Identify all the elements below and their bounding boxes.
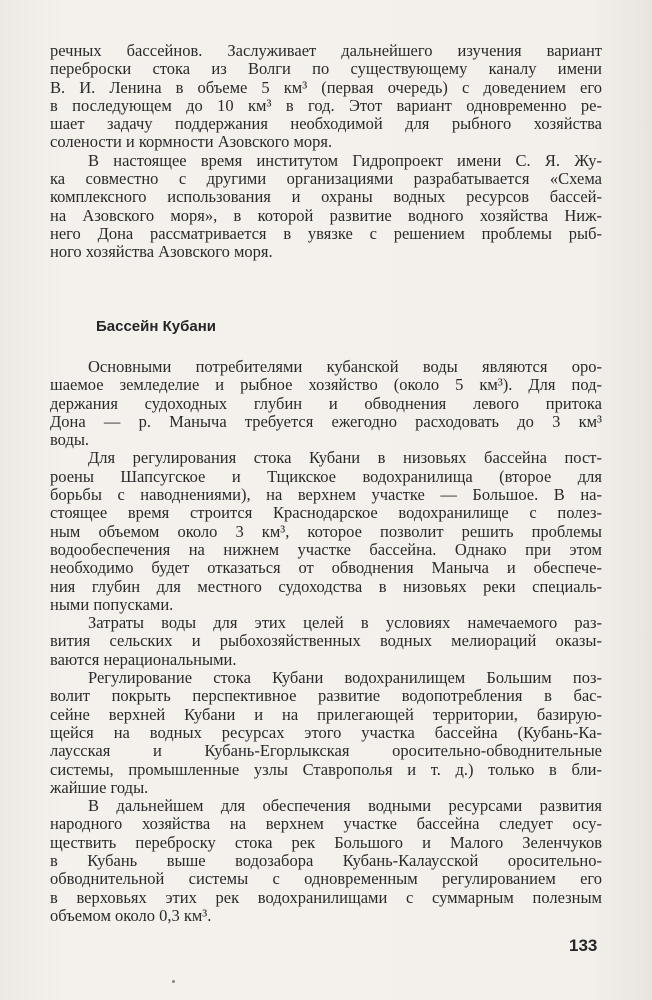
text-line: Для регулирования стока Кубани в низовьях бассейна пост- [88, 448, 602, 468]
text-line: лаусская и Кубань-Егорлыкская оросительно-обводнительные [50, 741, 602, 761]
paragraph-block-intro [50, 42, 602, 262]
page-number: 133 [569, 936, 598, 955]
section-heading: Бассейн Кубани [96, 318, 216, 335]
text-line: щейся на водных ресурсах этого участка бассейна (Кубань-Ка- [50, 722, 602, 742]
text-line: в последующем до 10 км³ в год. Этот вариант одновременно ре- [50, 95, 602, 115]
text-line: ваются нерациональными. [50, 649, 237, 669]
text-line: В. И. Ленина в объеме 5 км³ (первая очередь) с доведением его [50, 77, 602, 97]
text-line: Регулирование стока Кубани водохранилищем Большим поз- [88, 668, 602, 688]
text-line: жайшие годы. [50, 777, 149, 797]
text-line: обводнительной системы с одновременным регулированием его [50, 869, 602, 889]
text-line: держания судоходных глубин и обводнения левого притока [50, 393, 602, 413]
text-line: вития сельских и рыбохозяйственных водных мелиораций оказы- [50, 631, 602, 651]
text-line: водообеспечения на нижнем участке бассейна. Однако при этом [50, 539, 602, 559]
text-line: ными попусками. [50, 594, 174, 614]
text-line: В дальнейшем для обеспечения водными ресурсами развития [88, 796, 602, 816]
text-line: ным объемом около 3 км³, которое позволит решить проблемы [50, 521, 602, 541]
paragraph-block-kuban [50, 358, 602, 925]
text-line: борьбы с наводнениями), на верхнем участке — Большое. В на- [50, 485, 602, 505]
text-line: ния глубин для местного судоходства в низовьях реки специаль- [50, 576, 602, 596]
text-line: ного хозяйства Азовского моря. [50, 242, 273, 262]
text-line: на Азовского моря», в которой развитие водного хозяйства Ниж- [50, 205, 602, 225]
text-line: речных бассейнов. Заслуживает дальнейшего изучения вариант [50, 41, 602, 60]
text-line: роены Шапсугское и Тщикское водохранилища (второе для [50, 466, 602, 486]
text-line: в верховьях этих рек водохранилищами с суммарным полезным [50, 887, 602, 907]
text-line: системы, промышленные узлы Ставрополья и т. д.) только в бли- [50, 759, 602, 779]
text-line: Дона — р. Маныча требуется ежегодно расходовать до 3 км³ [50, 411, 602, 431]
text-line: необходимо будет отказаться от обводнения Маныча и обеспече- [50, 558, 602, 578]
text-line: в Кубань выше водозабора Кубань-Калаусской оросительно- [50, 851, 602, 871]
text-line: ществить переброску стока рек Большого и Малого Зеленчуков [50, 832, 602, 852]
text-line: солености и кормности Азовского моря. [50, 132, 333, 152]
text-line: сейне верхней Кубани и на прилегающей территории, базирую- [50, 704, 602, 724]
text-line: шает задачу поддержания необходимой для рыбного хозяйства [50, 114, 602, 134]
text-line: него Дона рассматривается в увязке с решением проблемы рыб- [50, 223, 602, 243]
text-line: ка совместно с другими организациями разрабатывается «Схема [50, 169, 602, 189]
text-line: Основными потребителями кубанской воды являются оро- [88, 357, 602, 376]
text-line: В настоящее время институтом Гидропроект имени С. Я. Жу- [88, 150, 602, 170]
text-line: волит покрыть перспективное развитие водопотребления в бас- [50, 686, 602, 706]
text-line: объемом около 0,3 км³. [50, 905, 212, 925]
text-line: комплексного использования и охраны водных ресурсов бассей- [50, 187, 602, 207]
paper-speck [172, 980, 175, 983]
text-line: стоящее время строится Краснодарское водохранилище с полез- [50, 503, 602, 523]
text-line: воды. [50, 430, 90, 450]
text-line: народного хозяйства на верхнем участке бассейна следует осу- [50, 814, 602, 834]
text-line: шаемое земледелие и рыбное хозяйство (около 5 км³). Для под- [50, 375, 602, 395]
text-line: Затраты воды для этих целей в условиях намечаемого раз- [88, 613, 602, 633]
text-line: переброски стока из Волги по существующему каналу имени [50, 59, 602, 79]
